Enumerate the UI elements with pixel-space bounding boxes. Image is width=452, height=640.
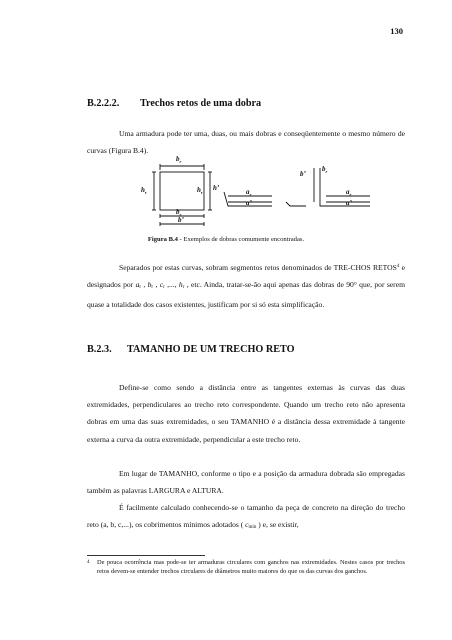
label-b3-prime: b’ bbox=[300, 170, 306, 178]
label-a2-prime: a’ bbox=[246, 199, 252, 207]
page-number: 130 bbox=[390, 26, 403, 36]
bar-l-shape bbox=[320, 168, 370, 206]
svg-text:hr: $h_r$ bbox=[141, 186, 147, 195]
paragraph-text: Em lugar de TAMANHO, conforme o tipo e a posição da armadura dobrada são empregadas também as palavras LARGURA e ALTURA. bbox=[87, 469, 405, 496]
label-h-right: h bbox=[197, 186, 201, 194]
section-title: TAMANHO DE UM TRECHO RETO bbox=[127, 344, 295, 355]
paragraph-calculado: É facilmente calculado conhecendo-se o tamanho da peça de concreto na direção do trecho reto (a, b, c,...), os cobrimentos mínimos adotados ( $c_{mín}$ ) e, se existir, bbox=[87, 503, 405, 531]
footnote-mark: 4 bbox=[87, 560, 90, 565]
paragraph-definition bbox=[87, 379, 405, 448]
paragraph-separados: Separados por estas curvas, sobram segmentos retos denominados de TRE-CHOS RETOS$^4$ e designados por $a_r$ , $b_r$ , $c_r$ ,..., $h_r$ , etc. Ainda, tratar-se-ão aqui apenas das dobras de 90° que, por serem quase a totalidade dos casos existentes, justificam por si só esta simplificação. bbox=[87, 263, 405, 310]
paragraph-text: Define-se como sendo a distância entre as tangentes externas às curvas das duas extremidades, perpendiculares ao trecho reto correspondente. Quando um trecho reto não apresenta dobras em uma das suas extremidades, o seu TAMANHO é a distância dessa extremidade à tangente externa a curva da outra extremidade, perpendicular a este trecho reto. bbox=[87, 383, 405, 444]
section-heading-b2-3 bbox=[87, 344, 295, 355]
paragraph-text: Uma armadura pode ter uma, duas, ou mais dobras e conseqüentemente o mesmo número de curvas (Figura B.4). bbox=[87, 129, 405, 156]
label-a2: a bbox=[246, 188, 250, 196]
bend-examples-figure bbox=[140, 155, 380, 232]
section-heading-b2-2-2 bbox=[87, 98, 262, 109]
paragraph-tamanho bbox=[87, 465, 405, 499]
svg-text:hr: $h_r$ bbox=[197, 186, 203, 195]
label-b-prime: b’ bbox=[178, 216, 184, 224]
label-b3: b bbox=[322, 165, 326, 173]
section-title: Trechos retos de uma dobra bbox=[140, 98, 262, 109]
footnote-ref: 4 bbox=[396, 264, 400, 269]
svg-text:br: $b_r$ bbox=[176, 208, 182, 217]
caption-text: - Exemplos de dobras comumente encontradas. bbox=[177, 236, 305, 243]
caption-label: Figura B.4 bbox=[147, 236, 178, 243]
footnote bbox=[87, 559, 405, 577]
label-h-left: h bbox=[141, 186, 145, 194]
label-a3: a bbox=[346, 188, 350, 196]
label-a3-prime: a’ bbox=[346, 199, 352, 207]
footnote-text: De pouca ocorrência mas pode-se ter armaduras circulares com ganchos nas extremidades. Nestes casos por trechos retos devem-se entender trechos circulares de diâmetros muito maiores do que os das curvas dos ganchos. bbox=[97, 559, 405, 575]
svg-text:br: $b_r$ bbox=[176, 155, 182, 164]
svg-text:ar: $a_r$ bbox=[246, 188, 252, 197]
label-b-top: b bbox=[176, 155, 180, 163]
section-number: B.2.3. bbox=[87, 344, 112, 355]
svg-text:br: $b_r$ bbox=[322, 165, 328, 174]
label-h-prime: h’ bbox=[213, 184, 220, 192]
section-number: B.2.2.2. bbox=[87, 98, 120, 109]
paragraph-intro bbox=[87, 125, 405, 159]
svg-text:ar: $a_r$ bbox=[346, 188, 352, 197]
footnote-rule bbox=[87, 555, 205, 556]
label-b-bottom: b bbox=[176, 208, 180, 216]
figure-caption bbox=[0, 236, 452, 243]
